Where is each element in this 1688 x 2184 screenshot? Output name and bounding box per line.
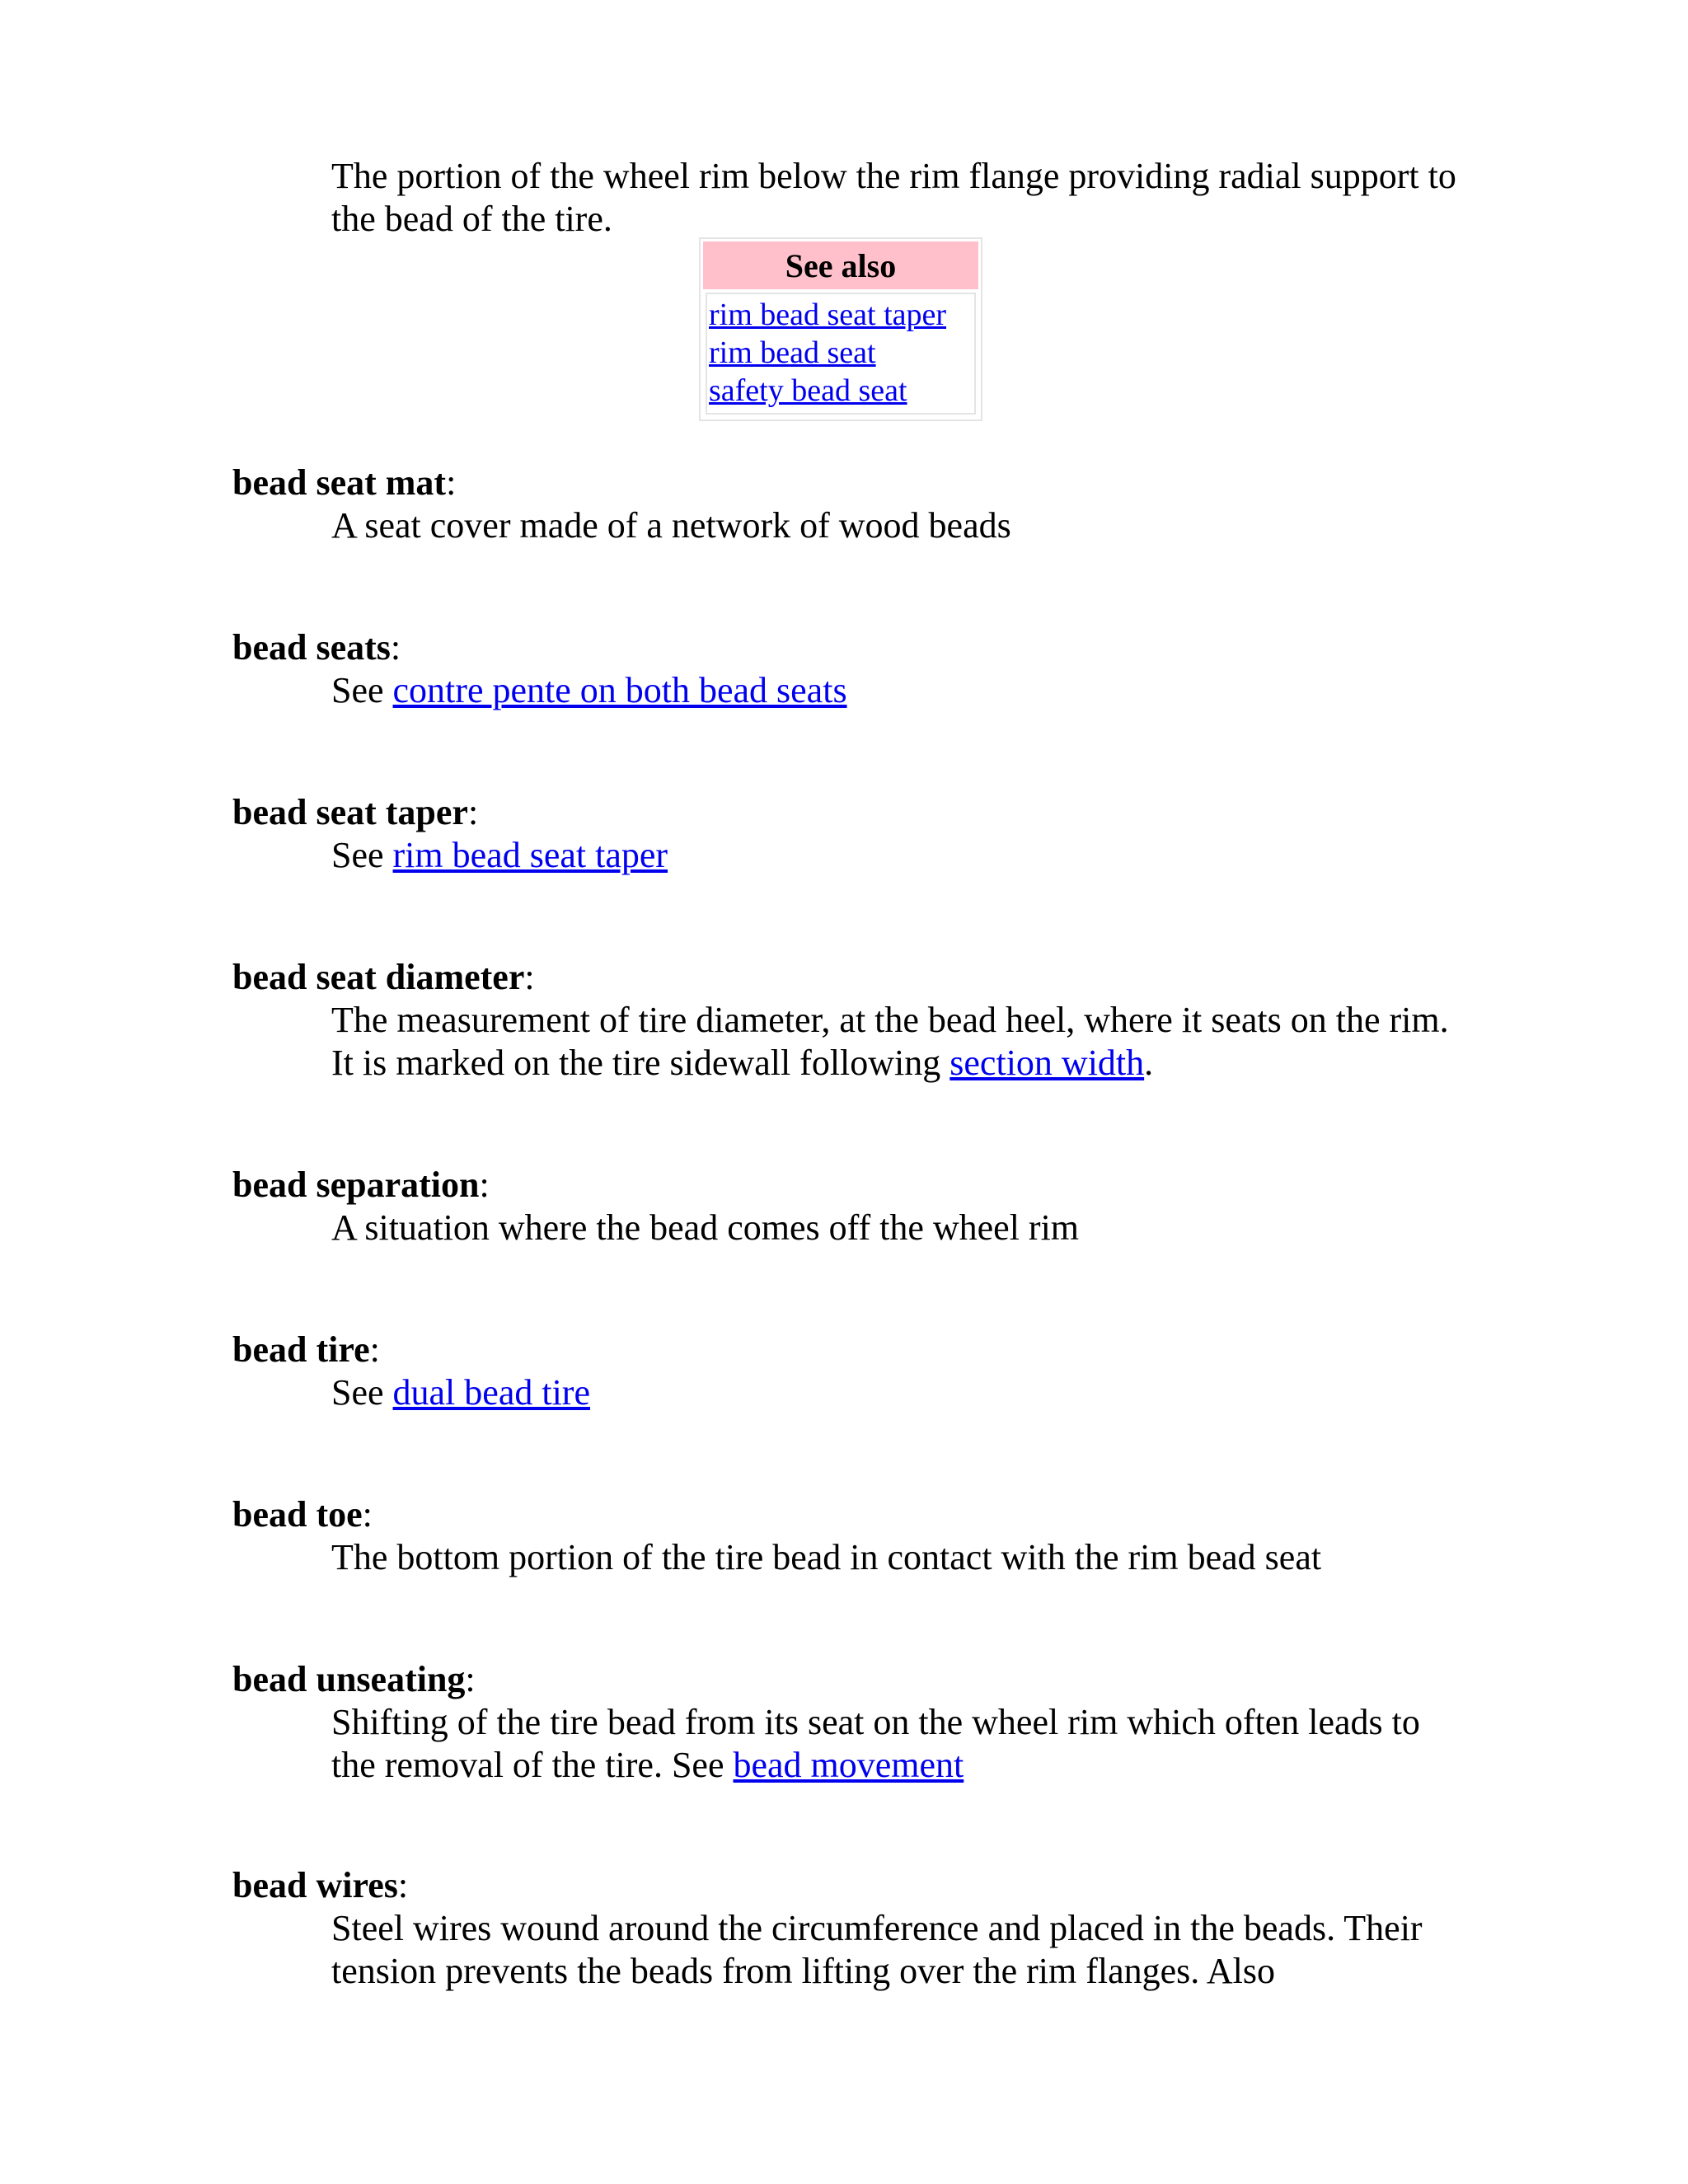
entry-bead-unseating	[232, 1658, 1485, 1787]
term: bead seats	[232, 627, 391, 668]
definition	[331, 504, 1469, 547]
see-also-link-safety-bead-seat[interactable]: safety bead seat	[709, 373, 907, 408]
definition-text: Shifting of the tire bead from its seat on the wheel rim which often leads to the removal of the tire. See	[331, 1702, 1420, 1785]
entry-bead-seats	[232, 626, 1485, 712]
definition	[331, 1207, 1469, 1249]
term: bead seat mat	[232, 462, 447, 503]
term-colon: :	[362, 1494, 373, 1535]
link-rim-bead-seat-taper[interactable]: rim bead seat taper	[392, 835, 668, 875]
term-line	[232, 462, 1485, 504]
term-colon: :	[390, 627, 401, 668]
term-colon: :	[465, 1659, 476, 1699]
term-line	[232, 956, 1485, 999]
entry-bead-separation	[232, 1164, 1485, 1249]
term-line	[232, 1864, 1485, 1907]
entry-bead-seat-mat	[232, 462, 1485, 547]
term: bead tire	[232, 1329, 370, 1370]
definition-text: A situation where the bead comes off the wheel rim	[331, 1207, 1080, 1248]
term-colon: :	[397, 1865, 409, 1905]
entry-bead-seat-taper	[232, 791, 1485, 877]
link-dual-bead-tire[interactable]: dual bead tire	[392, 1372, 590, 1413]
see-also-link-rim-bead-seat[interactable]: rim bead seat	[709, 335, 876, 370]
definition-text: A seat cover made of a network of wood beads	[331, 505, 1011, 546]
term: bead toe	[232, 1494, 363, 1535]
link-section-width[interactable]: section width	[950, 1043, 1145, 1083]
definition	[331, 1701, 1469, 1787]
see-also-link-rim-bead-seat-taper[interactable]: rim bead seat taper	[709, 298, 947, 332]
definition-suffix: .	[1144, 1043, 1154, 1083]
definition	[331, 1907, 1469, 1993]
definition	[331, 999, 1469, 1085]
term-colon: :	[467, 792, 479, 832]
term-line	[232, 1658, 1485, 1701]
see-also-list	[706, 293, 976, 415]
term: bead seat diameter	[232, 957, 525, 997]
entry-bead-seat-diameter	[232, 956, 1485, 1085]
see-also-box	[699, 237, 982, 421]
term: bead seat taper	[232, 792, 468, 832]
see-also-heading: See also	[703, 241, 978, 289]
term-line	[232, 1164, 1485, 1207]
term-colon: :	[369, 1329, 380, 1370]
entry-bead-toe	[232, 1493, 1485, 1579]
definition-text: The bottom portion of the tire bead in contact with the rim bead seat	[331, 1537, 1322, 1577]
entry-bead-tire	[232, 1329, 1485, 1414]
link-bead-movement[interactable]: bead movement	[733, 1745, 964, 1785]
definition-text: Steel wires wound around the circumference and placed in the beads. Their tension prevents the beads from lifting over the rim flanges. Also	[331, 1908, 1423, 1991]
definition	[331, 834, 1469, 877]
term: bead separation	[232, 1165, 480, 1205]
link-contre-pente-on-both-bead-seats[interactable]: contre pente on both bead seats	[392, 670, 847, 710]
term-colon: :	[524, 957, 535, 997]
definition	[331, 1536, 1469, 1579]
intro-definition: The portion of the wheel rim below the rim flange providing radial support to the bead of the tire.	[331, 156, 1456, 239]
definition-prefix: See	[331, 835, 393, 875]
term-colon: :	[479, 1165, 490, 1205]
term-line	[232, 791, 1485, 834]
definition-prefix: See	[331, 670, 393, 710]
term: bead unseating	[232, 1659, 466, 1699]
definition-prefix: See	[331, 1372, 393, 1413]
term: bead wires	[232, 1865, 398, 1905]
term-line	[232, 626, 1485, 669]
definition-text: The measurement of tire diameter, at the bead heel, where it seats on the rim. It is marked on the tire sidewall following	[331, 1000, 1449, 1083]
entry-bead-wires	[232, 1864, 1485, 1993]
definition	[331, 1371, 1469, 1414]
term-line	[232, 1493, 1485, 1536]
definition	[331, 669, 1469, 712]
term-colon: :	[446, 462, 457, 503]
term-line	[232, 1329, 1485, 1371]
